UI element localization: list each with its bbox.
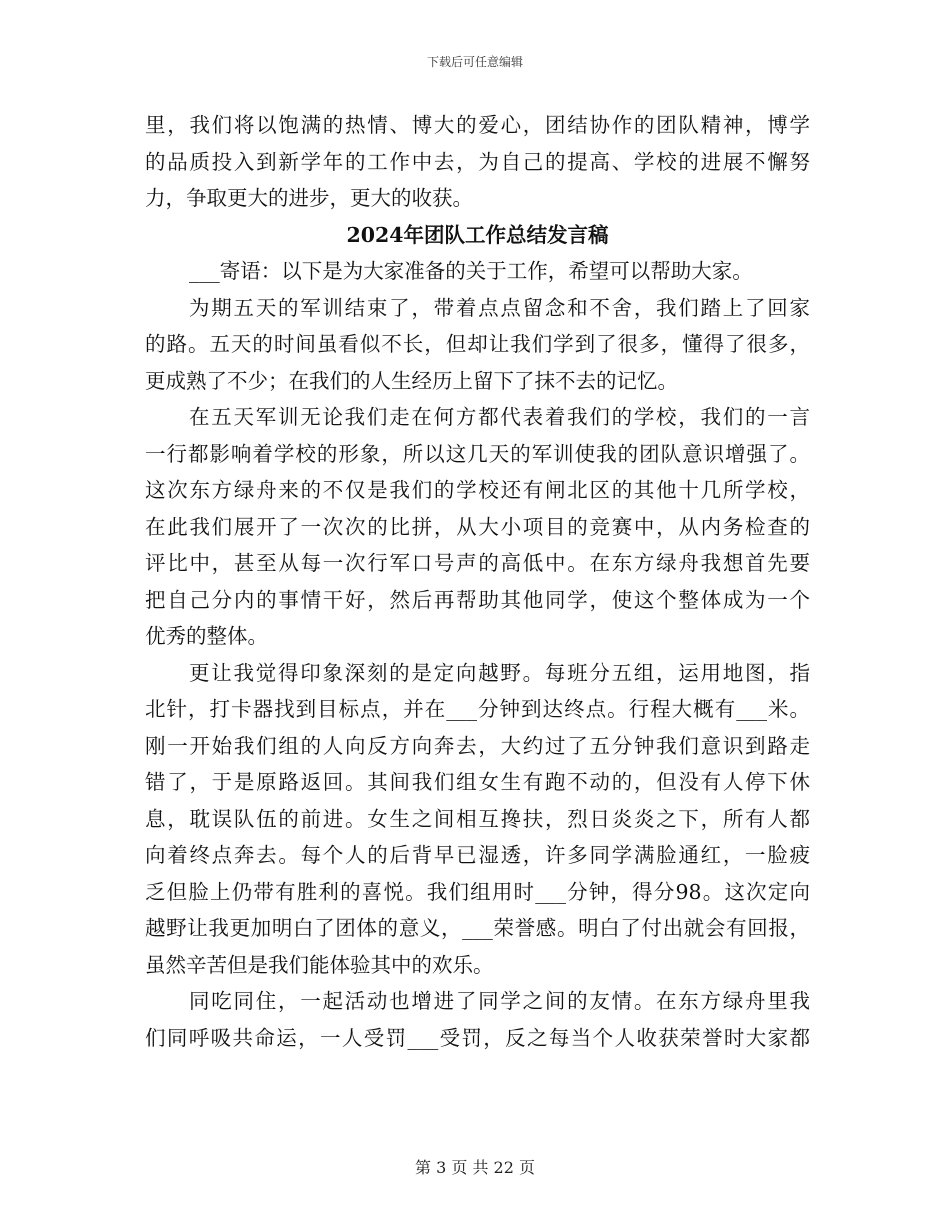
text-line: 的品质投入到新学年的工作中去，为自己的提高、学校的进展不懈努 [145,149,810,174]
text-line: 刚一开始我们组的人向反方向奔去，大约过了五分钟我们意识到路走 [145,733,810,758]
text-line: 力，争取更大的进步，更大的收获。 [145,186,473,210]
page-header-note: 下载后可任意编辑 [426,55,523,69]
text-line: 越野让我更加明白了团体的意义，___荣誉感。明白了付出就会有回报， [145,916,810,940]
text-line: 里，我们将以饱满的热情、博大的爱心，团结协作的团队精神，博学 [145,113,810,137]
document-body [145,107,810,1056]
text-line: 们同呼吸共命运，一人受罚___受罚，反之每当个人收获荣誉时大家都 [145,1025,810,1050]
text-line: 虽然辛苦但是我们能体验其中的欢乐。 [145,952,494,977]
text-line: 这次东方绿舟来的不仅是我们的学校还有闸北区的其他十几所学校， [145,478,810,502]
text-line: 优秀的整体。 [145,624,268,648]
text-line: 错了，于是原路返回。其间我们组女生有跑不动的，但没有人停下休 [145,770,810,794]
text-line: 为期五天的军训结束了，带着点点留念和不舍，我们踏上了回家 [189,295,810,320]
text-line: ___寄语：以下是为大家准备的关于工作，希望可以帮助大家。 [189,259,753,283]
text-line: 更让我觉得印象深刻的是定向越野。每班分五组，运用地图，指 [189,660,810,685]
text-line: 息，耽误队伍的前进。女生之间相互搀扶，烈日炎炎之下，所有人都 [145,806,810,831]
text-line: 同吃同住，一起活动也增进了同学之间的友情。在东方绿舟里我 [189,989,810,1013]
text-line: 评比中，甚至从每一次行军口号声的高低中。在东方绿舟我想首先要 [145,551,810,575]
text-line: 乏但脸上仍带有胜利的喜悦。我们组用时___分钟，得分98。这次定向 [145,879,810,904]
page-number-footer: 第 3 页 共 22 页 [415,1158,535,1177]
text-line: 在五天军训无论我们走在何方都代表着我们的学校，我们的一言 [189,405,810,429]
text-line: 向着终点奔去。每个人的后背早已湿透，许多同学满脸通红，一脸疲 [145,843,810,867]
text-line: 的路。五天的时间虽看似不长，但却让我们学到了很多，懂得了很多， [145,332,810,356]
text-line: 北针，打卡器找到目标点，并在___分钟到达终点。行程大概有___米。 [145,697,810,721]
document-title: 2024年团队工作总结发言稿 [346,222,609,247]
text-line: 在此我们展开了一次次的比拼，从大小项目的竞赛中，从内务检查的 [145,514,810,539]
text-line: 更成熟了不少；在我们的人生经历上留下了抹不去的记忆。 [145,368,678,393]
text-line: 一行都影响着学校的形象，所以这几天的军训使我的团队意识增强了。 [145,441,810,466]
text-line: 把自己分内的事情干好，然后再帮助其他同学，使这个整体成为一个 [145,587,810,612]
